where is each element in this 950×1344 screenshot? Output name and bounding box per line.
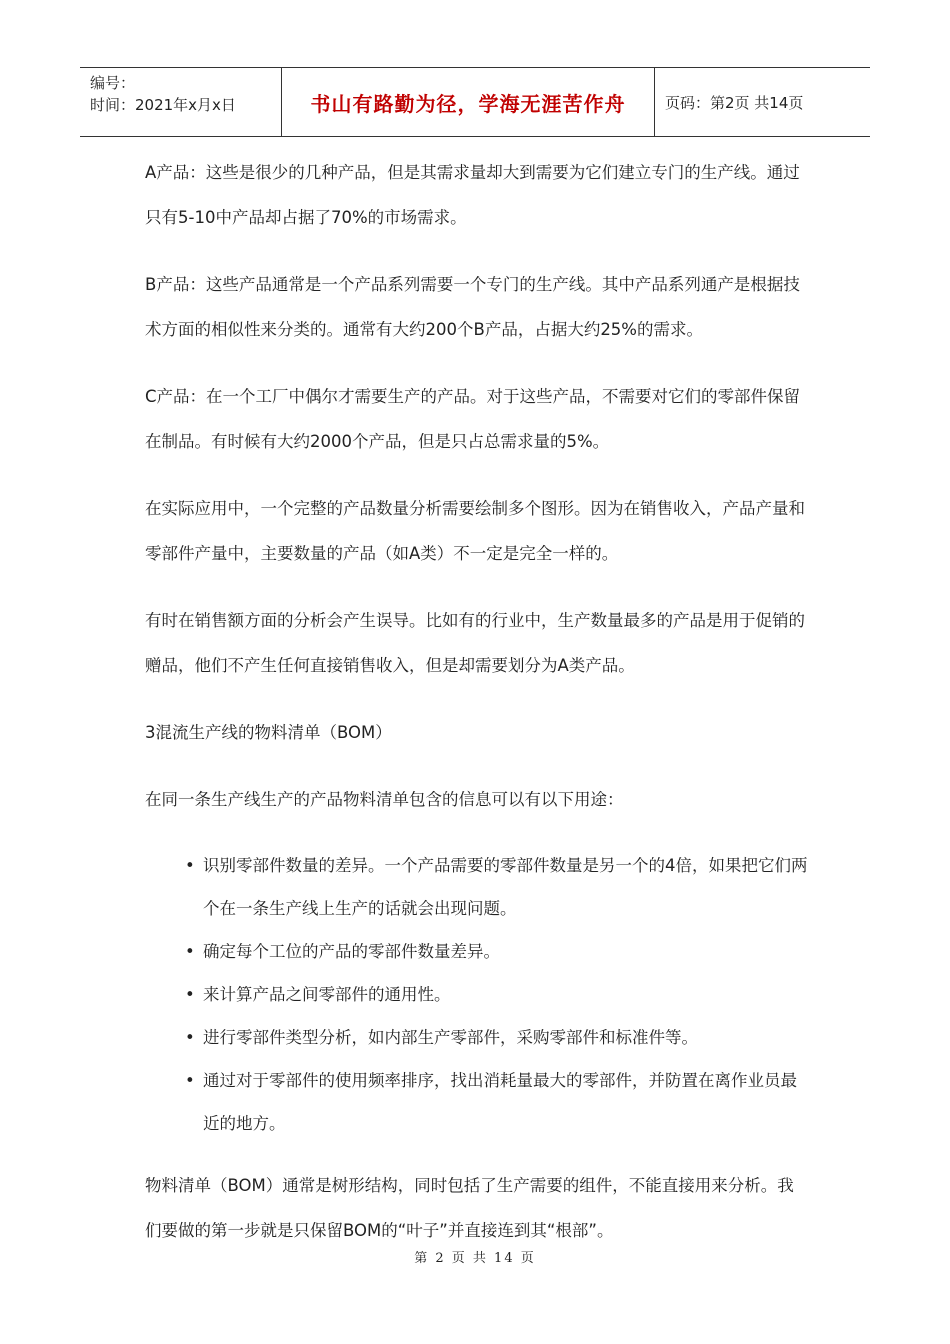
page-footer: 第 2 页 共 14 页 [414,1251,536,1266]
paragraph-sales-misleading: 有时在销售额方面的分析会产生误导。比如有的行业中，生产数量最多的产品是用于促销的赠品，他们不产生任何直接销售收入，但是却需要划分为A类产品。 [145,611,805,675]
paragraph-a-products: A产品：这些是很少的几种产品，但是其需求量却大到需要为它们建立专门的生产线。通过只有5-10中产品却占据了70%的市场需求。 [145,163,800,227]
paragraph-b-products: B产品：这些产品通常是一个产品系列需要一个专门的生产线。其中产品系列通产是根据技术方面的相似性来分类的。通常有大约200个B产品，占据大约25%的需求。 [145,275,800,339]
document-number-label: 编号： [90,74,136,92]
paragraph-bom-structure: 物料清单（BOM）通常是树形结构，同时包括了生产需要的组件，不能直接用来分析。我们要做的第一步就是只保留BOM的“叶子”并直接连到其“根部”。 [145,1176,794,1240]
list-item: • 通过对于零部件的使用频率排序，找出消耗量最大的零部件，并防置在离作业员最近的地方。 [185,1059,810,1145]
list-item: • 确定每个工位的产品的零部件数量差异。 [185,930,810,973]
document-body [145,150,810,1275]
document-date: 时间：2021年x月x日 [90,96,236,114]
header-motto: 书山有路勤为径，学海无涯苦作舟 [310,91,626,116]
list-item: • 识别零部件数量的差异。一个产品需要的零部件数量是另一个的4倍，如果把它们两个在一条生产线上生产的话就会出现问题。 [185,844,810,930]
paragraph-c-products: C产品：在一个工厂中偶尔才需要生产的产品。对于这些产品，不需要对它们的零部件保留在制品。有时候有大约2000个产品，但是只占总需求量的5%。 [145,387,801,451]
section-heading-bom: 3混流生产线的物料清单（BOM） [145,723,392,742]
paragraph-analysis: 在实际应用中，一个完整的产品数量分析需要绘制多个图形。因为在销售收入，产品产量和零部件产量中，主要数量的产品（如A类）不一定是完全一样的。 [145,499,805,563]
paragraph-bom-uses: 在同一条生产线生产的产品物料清单包含的信息可以有以下用途： [145,790,624,809]
header-motto-cell [282,68,655,136]
page-header [80,67,870,137]
bom-uses-list [145,844,810,1145]
header-meta [80,68,282,136]
list-item: • 进行零部件类型分析，如内部生产零部件，采购零部件和标准件等。 [185,1016,810,1059]
list-item: • 来计算产品之间零部件的通用性。 [185,973,810,1016]
header-page-info: 页码：第2页 共14页 [665,93,804,112]
